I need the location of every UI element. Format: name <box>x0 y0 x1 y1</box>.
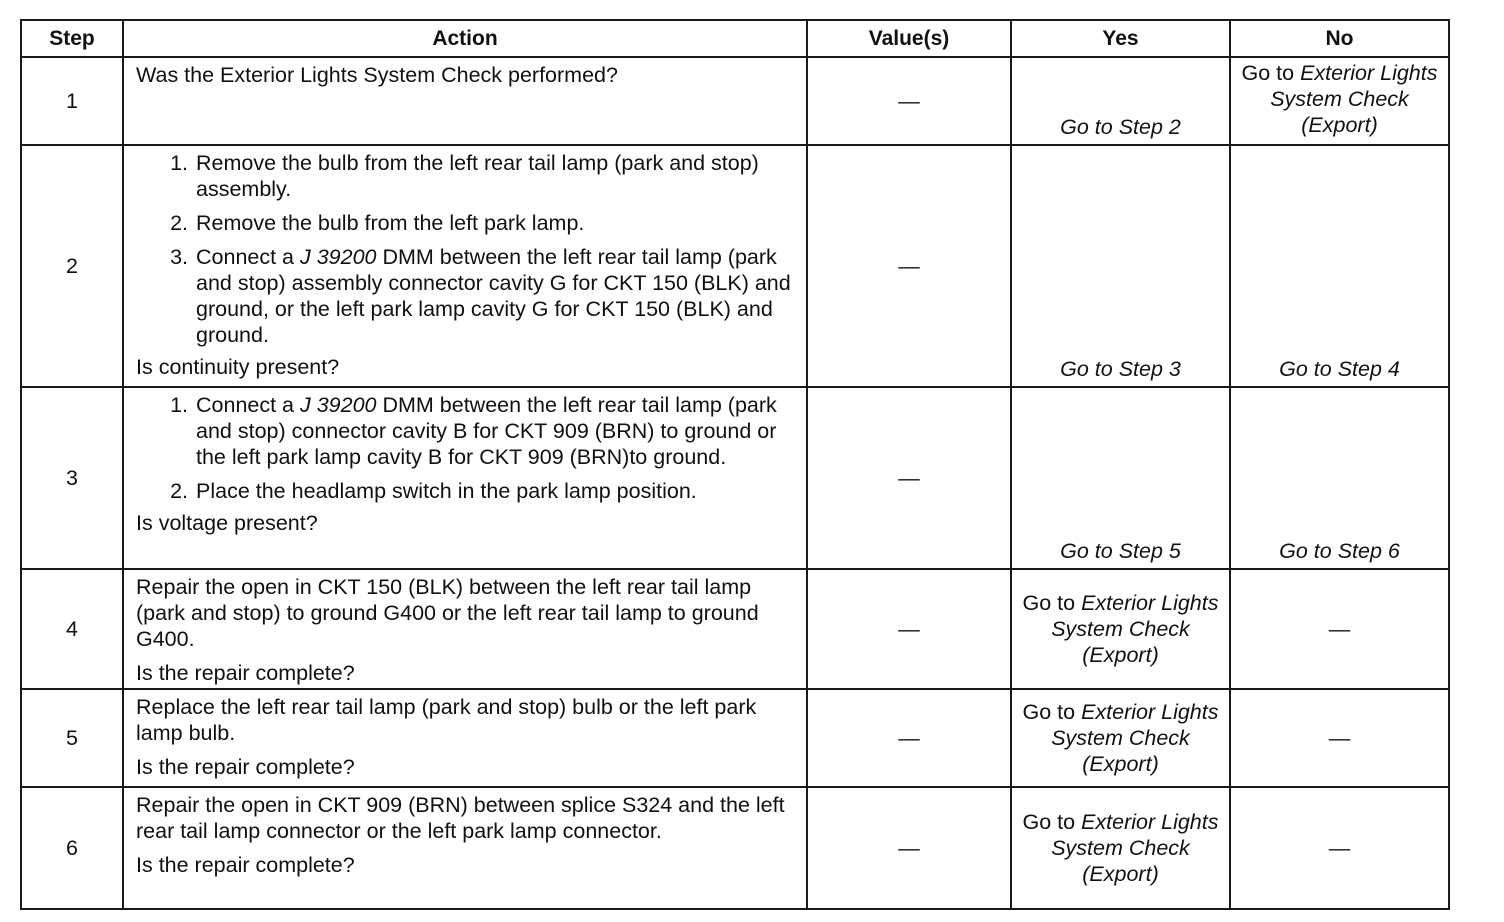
action-question: Is the repair complete? <box>136 661 355 685</box>
step-text: Connect a <box>196 393 300 417</box>
step-number: 1 <box>21 57 123 145</box>
header-yes: Yes <box>1011 20 1230 57</box>
action-cell <box>123 569 807 689</box>
step-number: 5 <box>21 689 123 787</box>
value-cell: — <box>807 787 1011 909</box>
value-cell: — <box>807 387 1011 569</box>
value-cell: — <box>807 57 1011 145</box>
table-row <box>21 787 1449 909</box>
step-number: 3 <box>21 387 123 569</box>
action-question: Is the repair complete? <box>136 853 355 877</box>
step-number: 6 <box>21 787 123 909</box>
action-cell <box>123 387 807 569</box>
step-text: DMM between the left rear tail lamp (park and stop) assembly connector cavity G for CKT 150 (BLK) and ground, or the left park lamp cavity G for CKT 150 (BLK) and ground. <box>196 245 791 347</box>
action-step-item: 1. Remove the bulb from the left rear tail lamp (park and stop) assembly. <box>194 150 796 202</box>
value-cell: — <box>807 145 1011 387</box>
action-steps <box>136 392 796 504</box>
yes-link: Exterior Lights System Check (Export) <box>1051 591 1219 667</box>
diagnostic-table <box>20 19 1450 910</box>
no-link: Go to Step 4 <box>1279 357 1400 381</box>
tool-name: J 39200 <box>299 245 377 269</box>
yes-cell <box>1011 145 1230 387</box>
yes-cell <box>1011 57 1230 145</box>
no-link: Exterior Lights System Check (Export) <box>1270 61 1438 137</box>
table-row <box>21 145 1449 387</box>
header-step: Step <box>21 20 123 57</box>
tool-name: J 39200 <box>299 393 377 417</box>
no-link: Go to Step 6 <box>1279 539 1400 563</box>
action-text: Repair the open in CKT 909 (BRN) between splice S324 and the left rear tail lamp connector or the left park lamp connector. <box>136 793 785 843</box>
action-step-item <box>194 392 796 470</box>
action-step-item <box>194 244 796 348</box>
yes-link: Go to Step 2 <box>1060 115 1181 139</box>
header-no: No <box>1230 20 1449 57</box>
yes-cell <box>1011 569 1230 689</box>
step-number: 4 <box>21 569 123 689</box>
header-action: Action <box>123 20 807 57</box>
action-question: Is continuity present? <box>136 355 340 379</box>
action-cell <box>123 145 807 387</box>
yes-prefix: Go to <box>1022 700 1082 724</box>
table-row <box>21 387 1449 569</box>
yes-prefix: Go to <box>1022 591 1082 615</box>
yes-cell <box>1011 387 1230 569</box>
step-number: 2 <box>21 145 123 387</box>
no-prefix: Go to <box>1241 61 1301 85</box>
yes-prefix: Go to <box>1022 810 1082 834</box>
no-cell <box>1230 145 1449 387</box>
action-question: Is voltage present? <box>136 511 318 535</box>
action-text: Replace the left rear tail lamp (park and stop) bulb or the left park lamp bulb. <box>136 695 757 745</box>
value-cell: — <box>807 569 1011 689</box>
header-row <box>21 20 1449 57</box>
action-question: Is the repair complete? <box>136 755 355 779</box>
yes-link: Exterior Lights System Check (Export) <box>1051 700 1219 776</box>
yes-cell <box>1011 689 1230 787</box>
yes-link: Exterior Lights System Check (Export) <box>1051 810 1219 886</box>
action-step-item: 2. Place the headlamp switch in the park lamp position. <box>194 478 796 504</box>
yes-link: Go to Step 5 <box>1060 539 1181 563</box>
header-values: Value(s) <box>807 20 1011 57</box>
no-cell <box>1230 57 1449 145</box>
no-cell: — <box>1230 569 1449 689</box>
no-cell <box>1230 387 1449 569</box>
action-step-item: 2. Remove the bulb from the left park lamp. <box>194 210 796 236</box>
action-cell <box>123 689 807 787</box>
yes-cell <box>1011 787 1230 909</box>
value-cell: — <box>807 689 1011 787</box>
no-cell: — <box>1230 787 1449 909</box>
table-row <box>21 569 1449 689</box>
action-cell <box>123 787 807 909</box>
action-text: Repair the open in CKT 150 (BLK) between the left rear tail lamp (park and stop) to ground G400 or the left rear tail lamp to ground G400. <box>136 575 759 651</box>
yes-link: Go to Step 3 <box>1060 357 1181 381</box>
table-row <box>21 57 1449 145</box>
action-question: Was the Exterior Lights System Check performed? <box>136 63 618 87</box>
no-cell: — <box>1230 689 1449 787</box>
action-cell <box>123 57 807 145</box>
step-text: DMM between the left rear tail lamp (park and stop) connector cavity B for CKT 909 (BRN) to ground or the left park lamp cavity B for CKT 909 (BRN)to ground. <box>196 393 777 469</box>
action-steps <box>136 150 796 348</box>
table-row <box>21 689 1449 787</box>
step-text: Connect a <box>196 245 300 269</box>
